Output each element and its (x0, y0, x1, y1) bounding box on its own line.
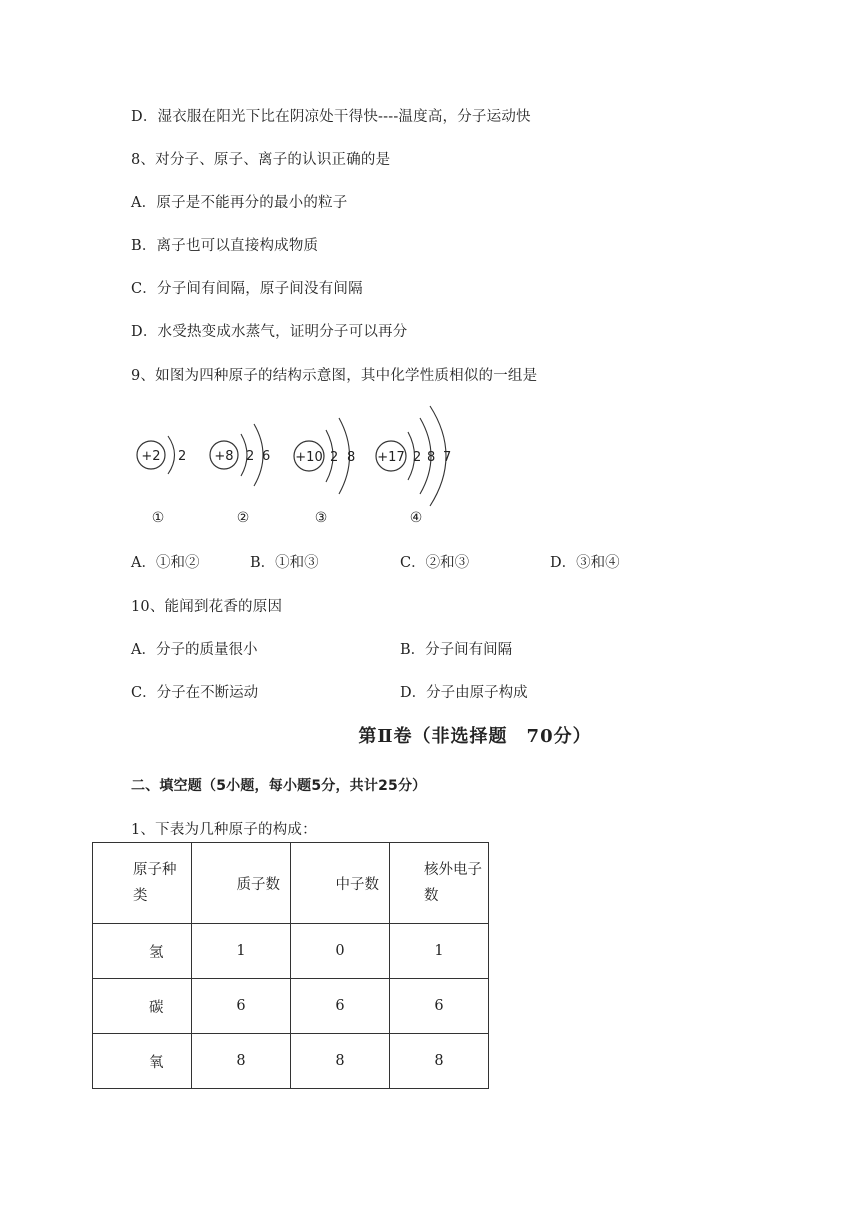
atom-2-label: ② (236, 510, 250, 526)
cell-protons: 1 (192, 924, 291, 979)
q10-stem: 10、能闻到花香的原因 (131, 599, 283, 615)
header-atom-type: 原子种类 (133, 862, 177, 904)
table-row (93, 924, 489, 979)
atom-composition-table (92, 842, 489, 1089)
atom-3-shell-2: 8 (347, 450, 356, 465)
q1-stem: 1、下表为几种原子的构成： (131, 822, 317, 838)
cell-electrons: 8 (390, 1034, 489, 1089)
q9-option-b: B．①和③ (250, 555, 319, 571)
atom-4-shell-1: 2 (413, 450, 422, 465)
part2-title: 第Ⅱ卷（非选择题 70分） (358, 726, 592, 747)
q9-option-a: A．①和② (131, 555, 200, 571)
q9-option-c: C．②和③ (400, 555, 470, 571)
q8-option-b: B．离子也可以直接构成物质 (131, 238, 319, 254)
atom-3-nucleus: +10 (295, 450, 323, 465)
q10-option-c: C．分子在不断运动 (131, 685, 259, 701)
header-electrons: 核外电子数 (424, 862, 482, 904)
table-row (93, 1034, 489, 1089)
atom-4-label: ④ (409, 510, 423, 526)
cell-element: 氧 (93, 1034, 192, 1089)
q9-option-d: D．③和④ (550, 555, 620, 571)
cell-neutrons: 6 (291, 979, 390, 1034)
table-header-row (93, 843, 489, 924)
atom-4-nucleus: +17 (377, 450, 405, 465)
atom-4-shell-2: 8 (427, 450, 436, 465)
q10-option-a: A．分子的质量很小 (131, 642, 258, 658)
cell-electrons: 1 (390, 924, 489, 979)
cell-element: 氢 (93, 924, 192, 979)
cell-element: 碳 (93, 979, 192, 1034)
cell-electrons: 6 (390, 979, 489, 1034)
atom-2-nucleus: +8 (214, 449, 234, 464)
atom-2-diagram (210, 424, 270, 526)
atomic-structure-diagram (128, 398, 468, 532)
atom-2-shell-2: 6 (262, 449, 271, 464)
atom-1-label: ① (151, 510, 165, 526)
header-protons: 质子数 (236, 876, 280, 893)
cell-neutrons: 0 (291, 924, 390, 979)
q8-option-a: A．原子是不能再分的最小的粒子 (131, 195, 348, 211)
atom-3-label: ③ (314, 510, 328, 526)
q10-option-d: D．分子由原子构成 (400, 685, 528, 701)
cell-protons: 8 (192, 1034, 291, 1089)
atom-1-shell-1: 2 (178, 449, 187, 464)
q8-option-d: D．水受热变成水蒸气，证明分子可以再分 (131, 324, 408, 340)
atom-1-diagram (137, 436, 186, 526)
atom-3-shell-1: 2 (330, 450, 339, 465)
q8-option-c: C．分子间有间隔，原子间没有间隔 (131, 281, 363, 297)
atom-4-shell-3: 7 (443, 450, 452, 465)
section-heading: 二、填空题（5小题，每小题5分，共计25分） (131, 778, 427, 794)
q10-option-b: B．分子间有间隔 (400, 642, 513, 658)
q9-stem: 9、如图为四种原子的结构示意图，其中化学性质相似的一组是 (131, 368, 538, 384)
cell-neutrons: 8 (291, 1034, 390, 1089)
table-row (93, 979, 489, 1034)
atom-3-diagram (294, 418, 355, 526)
cell-protons: 6 (192, 979, 291, 1034)
atom-4-diagram (376, 406, 451, 526)
header-neutrons: 中子数 (335, 876, 379, 893)
atom-2-shell-1: 2 (246, 449, 255, 464)
q8-stem: 8、对分子、原子、离子的认识正确的是 (131, 152, 391, 168)
atom-1-nucleus: +2 (141, 449, 161, 464)
q7-option-d: D．湿衣服在阳光下比在阴凉处干得快----温度高，分子运动快 (131, 109, 531, 125)
